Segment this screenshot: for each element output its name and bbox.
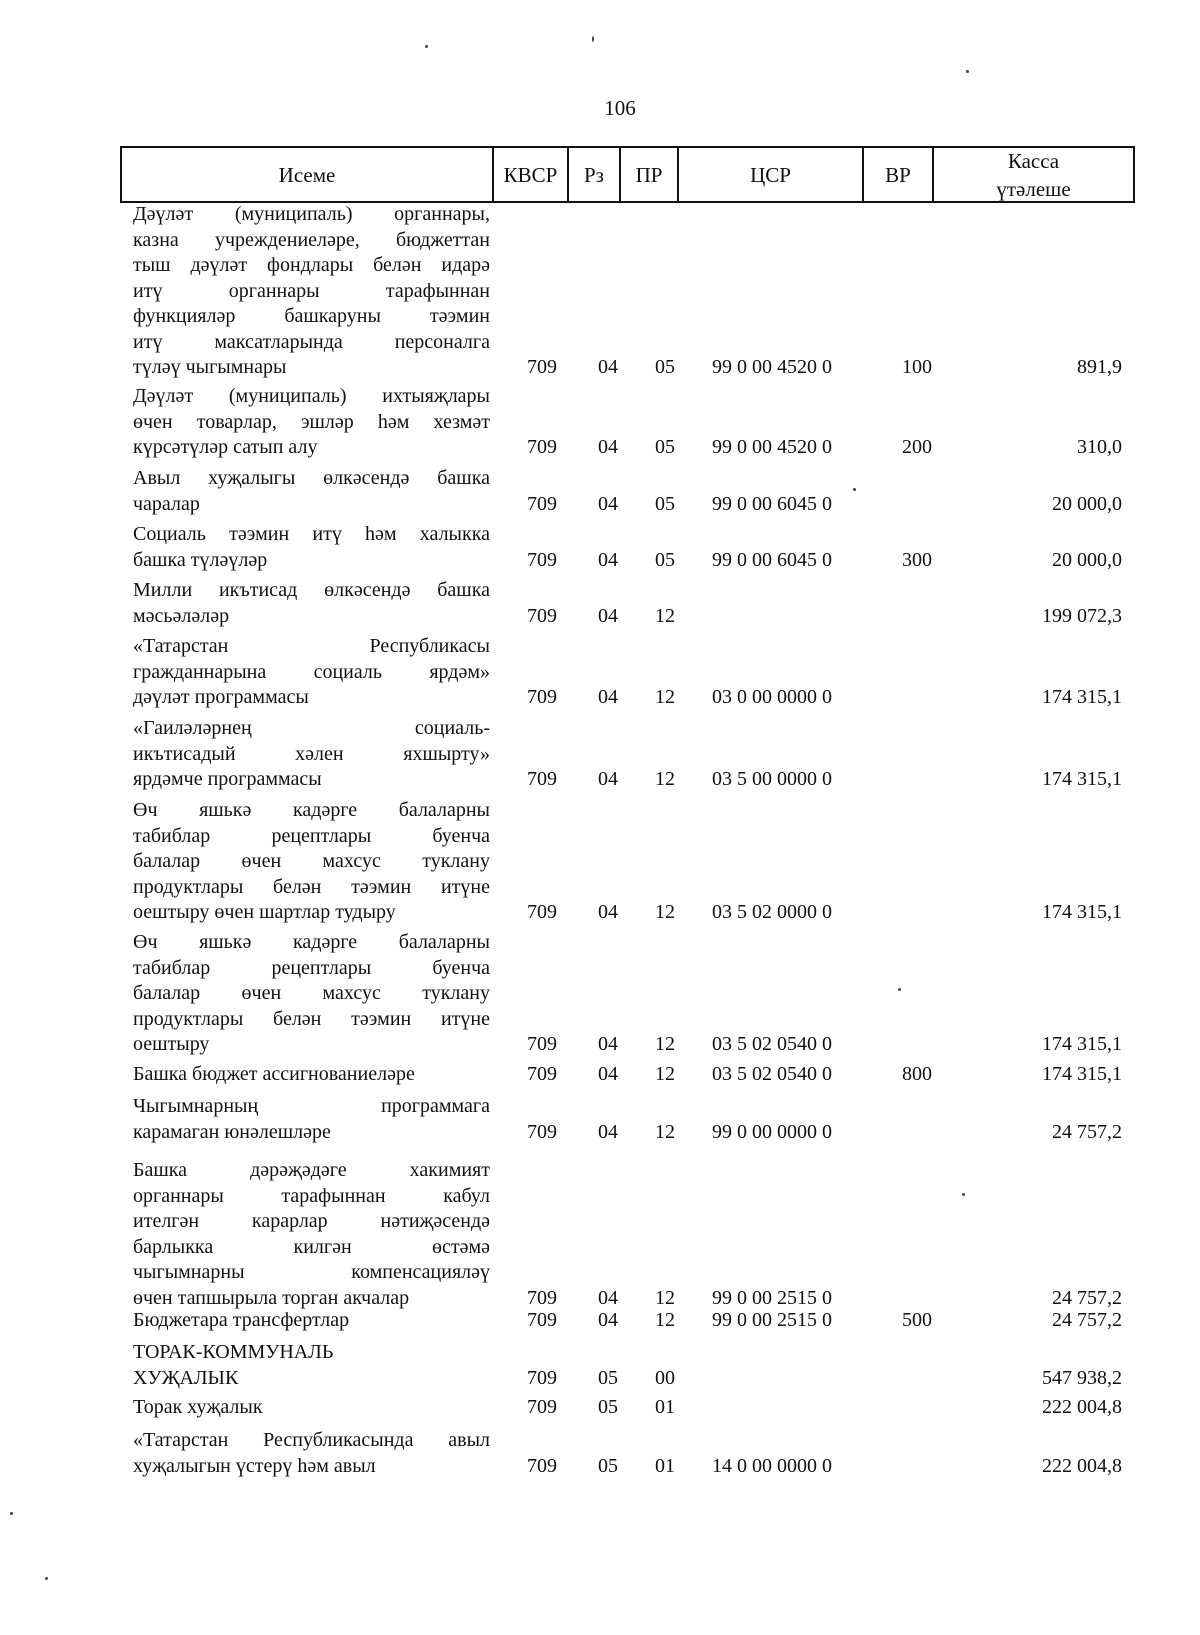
row-name [133,1062,490,1088]
row-name-line: түләү чыгымнары [133,356,287,378]
row-name-line: «Татарстан Республикасында авыл [133,1429,490,1451]
row-name-line: барлыкка килгән өстәмә [133,1235,490,1258]
kvsr-cell: 709 [527,1063,557,1085]
row-name-line: Өч яшькә кадәрге балаларны [133,931,490,953]
row-name-line: оештыру [133,1033,210,1055]
header-name: Исеме [278,162,336,187]
pr-cell: 12 [655,686,675,708]
header-csr: ЦСР [677,148,862,201]
row-name-line: Башка дәрәҗәдәге хакимият [133,1159,490,1181]
row-name-line: мәсьәләләр [133,604,230,627]
row-name [133,1340,490,1391]
scan-speck [966,70,969,73]
row-name-line: Авыл хуҗалыгы өлкәсендә башка [133,467,490,489]
header-vr: ВР [862,148,932,201]
row-name-line: ТОРАК-КОММУНАЛЬ [133,1341,334,1363]
pr-cell: 12 [655,768,675,790]
vr-cell: 500 [902,1309,932,1331]
rz-cell: 04 [598,1033,618,1055]
row-name-line: гражданнарына социаль ярдәм» [133,660,490,683]
csr-cell: 99 0 00 6045 0 [712,492,832,515]
row-name [133,1094,490,1145]
kvsr-cell: 709 [527,901,557,923]
kvsr-cell: 709 [527,1120,557,1143]
scan-speck [898,988,901,991]
row-name [133,930,490,1058]
row-name-line: ХУҖАЛЫК [133,1366,239,1389]
rz-cell: 04 [598,1120,618,1143]
amount-cell: 24 757,2 [1052,1309,1122,1331]
row-name-line: Дәүләт (муниципаль) органнары, [133,203,490,225]
row-name-line: ителгән карарлар нәтиҗәсендә [133,1210,490,1232]
row-name-line: хуҗалыгын үстерү һәм авыл [133,1454,376,1477]
row-name-line: чаралар [133,492,200,515]
row-name-line: итү максатларында персоналга [133,330,490,353]
rz-cell: 04 [598,901,618,923]
pr-cell: 12 [655,1033,675,1055]
row-name-line: Өч яшькә кадәрге балаларны [133,799,490,821]
kvsr-cell: 709 [527,1309,557,1331]
rz-cell: 04 [598,436,618,458]
csr-cell: 99 0 00 2515 0 [712,1286,832,1309]
csr-cell: 03 5 02 0540 0 [712,1033,832,1055]
kvsr-cell: 709 [527,1286,557,1309]
scan-speck [592,36,594,42]
kvsr-cell: 709 [527,768,557,790]
row-name-line: күрсәтүләр сатып алу [133,436,318,458]
csr-cell: 99 0 00 2515 0 [712,1309,832,1331]
vr-cell: 800 [902,1063,932,1085]
row-name-line: табиблар рецептлары буенча [133,824,490,847]
kvsr-cell: 709 [527,604,557,627]
header-kassa-line1: Касса [1007,148,1060,173]
row-name-line: «Гаиләләрнең социаль- [133,717,490,739]
amount-cell: 547 938,2 [1042,1366,1122,1389]
row-name-line: функцияләр башкаруны тәэмин [133,305,490,327]
row-name-line: өчен товарлар, эшләр һәм хезмәт [133,410,490,433]
scan-speck [425,45,428,48]
row-name [133,578,490,629]
row-name-line: дәүләт программасы [133,686,309,708]
row-name-line: Бюджетара трансфертлар [133,1309,350,1331]
vr-cell: 100 [902,356,932,378]
amount-cell: 24 757,2 [1052,1286,1122,1309]
csr-cell: 99 0 00 4520 0 [712,436,832,458]
rz-cell: 05 [598,1454,618,1477]
rz-cell: 05 [598,1396,618,1418]
row-name-line: органнары тарафыннан кабул [133,1184,490,1207]
pr-cell: 12 [655,1063,675,1085]
rz-cell: 04 [598,768,618,790]
rz-cell: 04 [598,548,618,571]
csr-cell: 03 5 00 0000 0 [712,768,832,790]
amount-cell: 891,9 [1077,356,1122,378]
csr-cell: 99 0 00 4520 0 [712,356,832,378]
row-name-line: табиблар рецептлары буенча [133,956,490,979]
pr-cell: 05 [655,356,675,378]
header-kvsr: КВСР [492,148,567,201]
amount-cell: 199 072,3 [1042,604,1122,627]
row-name-line: продуктлары белән тәэмин итүне [133,875,490,898]
amount-cell: 310,0 [1077,436,1122,458]
kvsr-cell: 709 [527,686,557,708]
row-name-line: икътисадый хәлен яхшырту» [133,742,490,765]
kvsr-cell: 709 [527,1366,557,1389]
row-name [133,522,490,573]
row-name-line: Торак хуҗалык [133,1396,263,1418]
rz-cell: 04 [598,1309,618,1331]
row-name [133,634,490,711]
row-name-line: ярдәмче программасы [133,768,322,790]
kvsr-cell: 709 [527,1033,557,1055]
amount-cell: 174 315,1 [1042,1063,1122,1085]
pr-cell: 05 [655,492,675,515]
row-name [133,1395,490,1421]
row-name-line: оештыру өчен шартлар тудыру [133,901,396,923]
pr-cell: 12 [655,1286,675,1309]
pr-cell: 12 [655,604,675,627]
rz-cell: 04 [598,492,618,515]
row-name-line: казна учреждениеләре, бюджеттан [133,228,490,251]
kvsr-cell: 709 [527,548,557,571]
amount-cell: 174 315,1 [1042,1033,1122,1055]
row-name [133,1158,490,1311]
pr-cell: 12 [655,1309,675,1331]
row-name-line: балалар өчен махсус туклану [133,850,490,872]
csr-cell: 03 5 02 0000 0 [712,901,832,923]
page-number: 106 [604,96,636,120]
amount-cell: 24 757,2 [1052,1120,1122,1143]
row-name [133,1308,490,1334]
amount-cell: 222 004,8 [1042,1396,1122,1418]
pr-cell: 00 [655,1366,675,1389]
kvsr-cell: 709 [527,356,557,378]
rz-cell: 04 [598,356,618,378]
row-name [133,716,490,793]
pr-cell: 01 [655,1396,675,1418]
pr-cell: 05 [655,436,675,458]
csr-cell: 99 0 00 6045 0 [712,548,832,571]
header-pr: ПР [619,148,677,201]
row-name [133,466,490,517]
scan-speck [962,1193,965,1196]
rz-cell: 04 [598,686,618,708]
csr-cell: 03 0 00 0000 0 [712,686,832,708]
row-name-line: тыш дәүләт фондлары белән идарә [133,254,490,276]
csr-cell: 99 0 00 0000 0 [712,1120,832,1143]
csr-cell: 14 0 00 0000 0 [712,1454,832,1477]
kvsr-cell: 709 [527,1454,557,1477]
pr-cell: 01 [655,1454,675,1477]
row-name [133,798,490,926]
row-name-line: башка түләүләр [133,548,268,571]
kvsr-cell: 709 [527,492,557,515]
row-name-line: «Татарстан Республикасы [133,635,490,657]
pr-cell: 12 [655,901,675,923]
header-kassa-line2: үтәлеше [996,176,1071,201]
row-name [133,1428,490,1479]
pr-cell: 12 [655,1120,675,1143]
amount-cell: 174 315,1 [1042,901,1122,923]
amount-cell: 174 315,1 [1042,768,1122,790]
row-name-line: продуктлары белән тәэмин итүне [133,1007,490,1030]
row-name-line: өчен тапшырыла торган акчалар [133,1286,410,1309]
amount-cell: 222 004,8 [1042,1454,1122,1477]
vr-cell: 300 [902,548,932,571]
row-name-line: Чыгымнарның программага [133,1095,490,1117]
amount-cell: 174 315,1 [1042,686,1122,708]
row-name-line: карамаган юнәлешләре [133,1120,331,1143]
row-name [133,384,490,461]
scan-speck [45,1577,48,1580]
row-name-line: Милли икътисад өлкәсендә башка [133,579,490,601]
amount-cell: 20 000,0 [1052,548,1122,571]
amount-cell: 20 000,0 [1052,492,1122,515]
rz-cell: 04 [598,1063,618,1085]
header-rz: Рз [567,148,619,201]
rz-cell: 04 [598,604,618,627]
row-name [133,202,490,381]
vr-cell: 200 [902,436,932,458]
rz-cell: 05 [598,1366,618,1389]
pr-cell: 05 [655,548,675,571]
row-name-line: Башка бюджет ассигнованиеләре [133,1063,415,1085]
row-name-line: Дәүләт (муниципаль) ихтыяҗлары [133,385,490,407]
csr-cell: 03 5 02 0540 0 [712,1063,832,1085]
scan-speck [853,488,856,491]
kvsr-cell: 709 [527,436,557,458]
row-name-line: балалар өчен махсус туклану [133,982,490,1004]
rz-cell: 04 [598,1286,618,1309]
row-name-line: Социаль тәэмин итү һәм халыкка [133,523,490,545]
kvsr-cell: 709 [527,1396,557,1418]
row-name-line: чыгымнарны компенсацияләү [133,1261,490,1283]
row-name-line: итү органнары тарафыннан [133,279,490,302]
scan-speck [10,1512,13,1515]
